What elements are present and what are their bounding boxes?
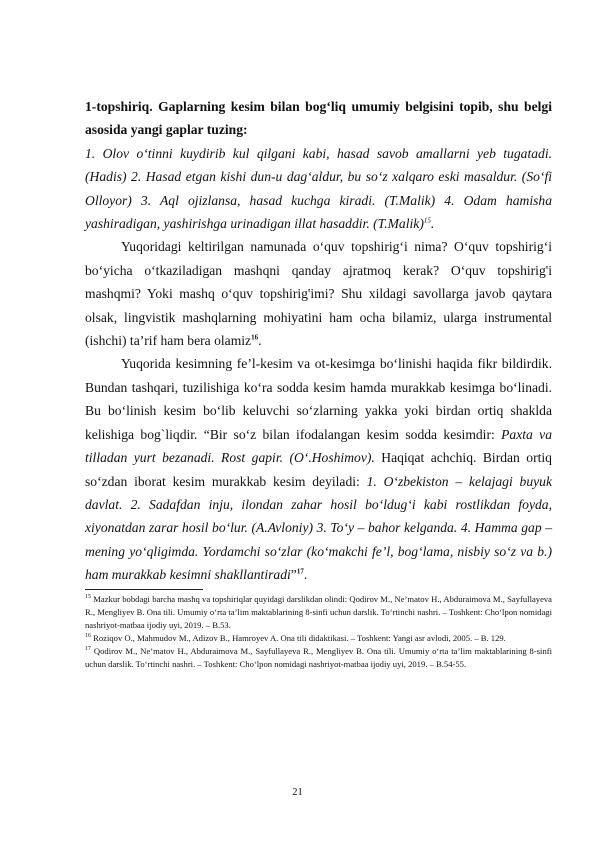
page-number: 21 bbox=[292, 787, 303, 798]
footnote-15 bbox=[85, 593, 552, 632]
task-examples-end: . bbox=[430, 216, 435, 232]
closing-quote: ” bbox=[290, 567, 297, 583]
footnote-number: 16 bbox=[85, 632, 91, 639]
paragraph-2-end: . bbox=[303, 567, 308, 583]
paragraph-1-text: Yuqoridagi keltirilgan namunada o‘quv topshirig‘i nima? O‘quv topshirig‘i bo‘yicha o‘tkaziladigan mashqni qanday ajratmoq kerak? O‘quv topshirig'i mashqmi? Yoki mashq o‘quv topshirig'imi? Shu xildagi savollarga javob qaytara olsak, lingvistik mashqlarning mohiyatini ham ocha bilamiz, ularga instrumental (ishchi) ta’rif ham bera olamiz bbox=[85, 239, 552, 349]
footnote-ref-16[interactable]: 16 bbox=[251, 333, 259, 342]
task-examples bbox=[85, 142, 552, 236]
footnote-ref-17[interactable]: 17 bbox=[296, 567, 304, 576]
task-examples-text: 1. Olov o‘tinni kuydirib kul qilgani kabi, hasad savob amallarni yeb tugatadi. (Hadis) 2. Hasad etgan kishi dun-u dag‘aldur, bu so‘z xalqaro eski masaldur. (So‘fi Olloyor) 3. Aql ojizlansa, hasad kuchga kiradi. (T.Malik) 4. Odam hamisha yashiradigan, yashirishga urinadigan illat hasaddir. (T.Malik) bbox=[85, 145, 552, 232]
footnote-text: Roziqov O., Mahmudov M., Adizov B., Hamroyev A. Ona tili didaktikasi. – Toshkent: Yangi asr avlodi, 2005. – B. 129. bbox=[93, 632, 506, 643]
footnote-divider bbox=[85, 589, 203, 590]
paragraph-1 bbox=[85, 235, 552, 352]
task-heading: 1-topshiriq. Gaplarning kesim bilan bog‘liq umumiy belgisini topib, shu belgi asosida yangi gaplar tuzing: bbox=[85, 99, 552, 138]
paragraph-2-example-b: 1. O‘zbekiston – kelajagi buyuk davlat. 2. Sadafdan inju, ilondan zahar hosil bo‘ldug‘i kabi rostlikdan foyda, xiyonatdan zarar hosil bo‘lur. (A.Avloniy) 3. To‘y – bahor kelganda. 4. Hamma gap – mening yo‘qligimda. Yordamchi so‘zlar (ko‘makchi fe’l, bog‘lama, nisbiy so‘z va b.) ham murakkab kesimni shakllantiradi bbox=[85, 473, 552, 583]
paragraph-2-text-b: Haqiqat achchiq. Birdan ortiq so‘zdan iborat kesim murakkab kesim deyiladi: bbox=[85, 450, 552, 489]
paragraph-1-end: . bbox=[258, 333, 262, 349]
paragraph-2-example-a: Paxta va tilladan yurt bezanadi. Rost gapir. (O‘.Hoshimov). bbox=[85, 426, 552, 466]
footnote-16 bbox=[85, 632, 552, 645]
paragraph-2-text-a: Yuqorida kesimning fe’l-kesim va ot-kesimga bo‘linishi haqida fikr bildirdik. Bundan tashqari, tuzilishiga ko‘ra sodda kesim hamda murakkab kesimga bo‘linadi. Bu bo‘linish kesim bo‘lib keluvchi so‘zlarning yakka yoki birdan ortiq shaklda kelishiga bog`liqdir. “Bir so‘z bilan ifodalangan kesim sodda kesimdir: bbox=[85, 356, 552, 442]
paragraph-2 bbox=[85, 352, 552, 586]
footnote-ref-15[interactable]: 15 bbox=[423, 216, 431, 225]
page-body bbox=[85, 95, 552, 671]
footnote-text: Qodirov M., Ne’matov H., Abduraimova M., Sayfullayeva R., Mengliyev B. Ona tili. Umumiy o‘rta ta’lim maktablarining 8-sinfi uchun darslik. To‘rtinchi nashri. – Toshkent: Cho‘lpon nomidagi nashriyot-matbaa ijodiy uyi, 2019. – B.54-55. bbox=[85, 645, 552, 669]
footnote-number: 15 bbox=[85, 593, 91, 600]
footnote-text: Mazkur bobdagi barcha mashq va topshiriqlar quyidagi darslikdan olindi: Qodirov M., Ne’matov H., Abduraimova M., Sayfullayeva R., Mengliyev B. Ona tili. Umumiy o‘rta ta’lim maktablarining 8-sinfi uchun darslik. To‘rtinchi nashri. – Toshkent: Cho‘lpon nomidagi nashriyot-matbaa ijodiy uyi, 2019. – B.53. bbox=[85, 593, 552, 630]
footnote-number: 17 bbox=[85, 645, 91, 652]
footnote-17 bbox=[85, 645, 552, 671]
